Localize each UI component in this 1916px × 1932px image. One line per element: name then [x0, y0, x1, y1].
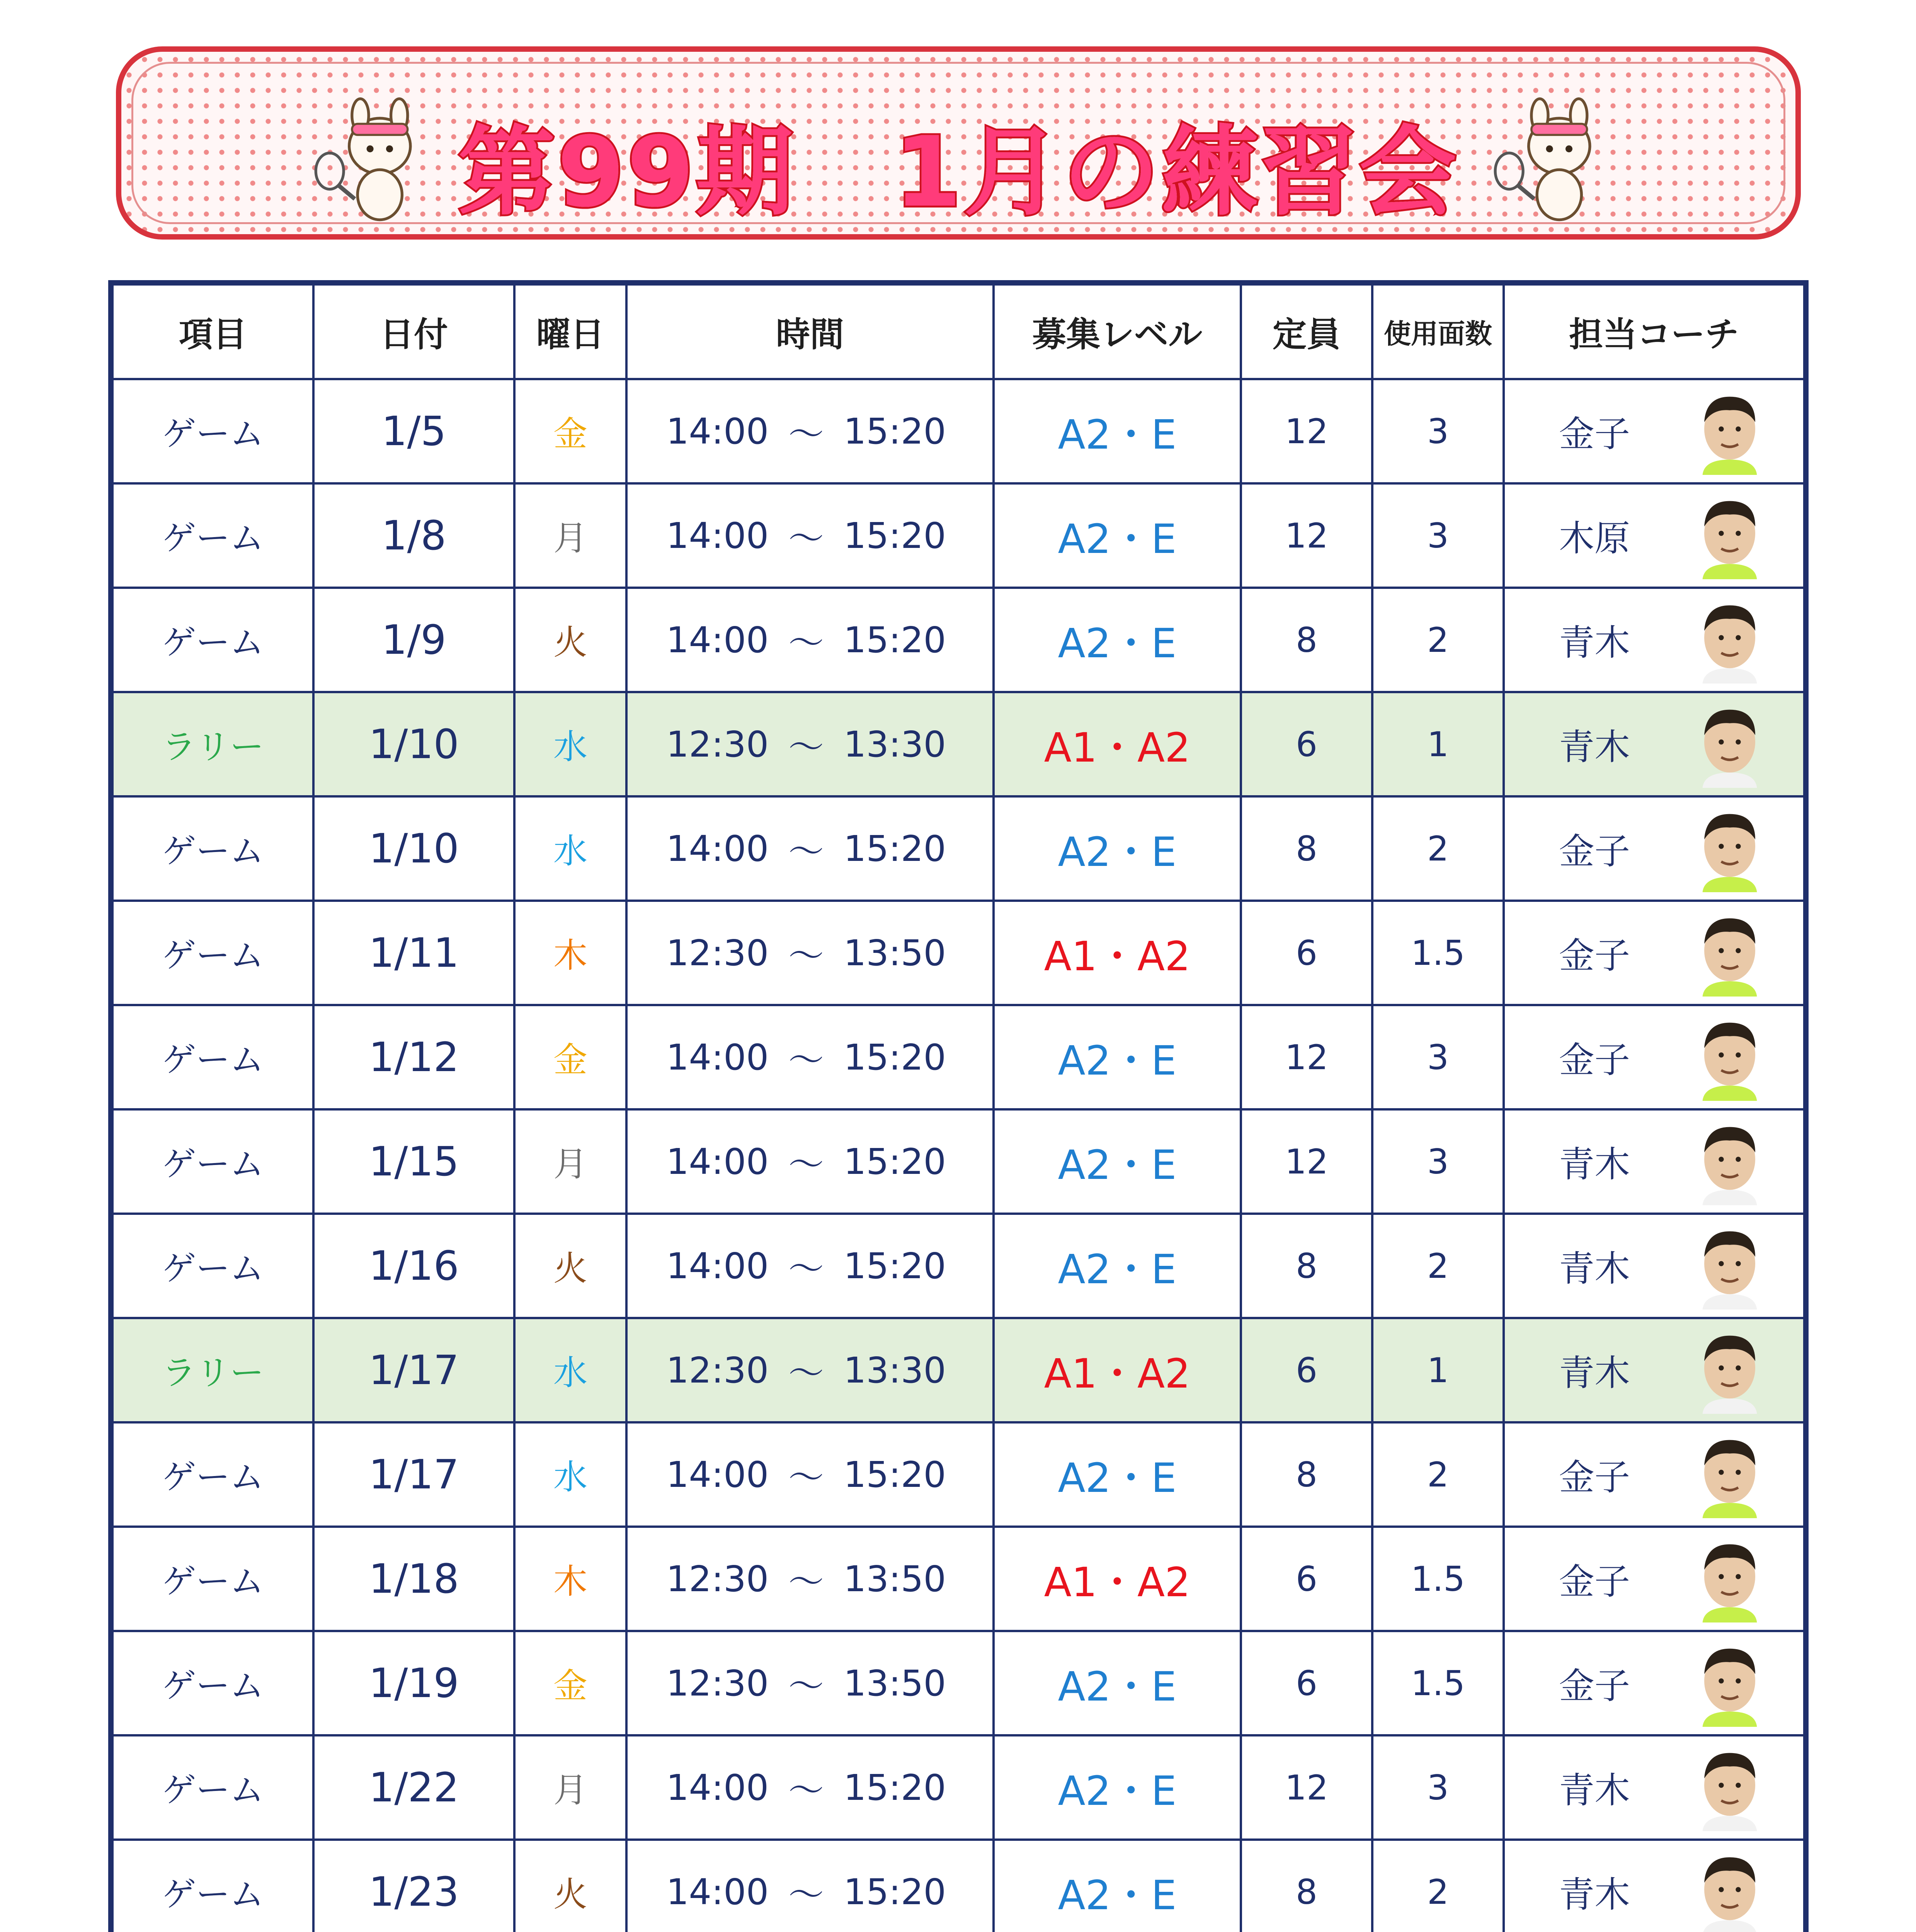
table-row	[114, 1528, 1803, 1632]
table-row	[114, 1006, 1803, 1111]
cell-time	[628, 1006, 995, 1108]
coach-photo-icon	[1687, 805, 1772, 894]
cell-kind: ゲーム	[114, 1736, 315, 1838]
cell-date: 1/18	[315, 1528, 516, 1630]
table-row	[114, 693, 1803, 798]
cell-time	[628, 1319, 995, 1421]
time-end: 13:30	[843, 1349, 946, 1391]
cell-level: A1・A2	[995, 1319, 1242, 1421]
cell-level: A2・E	[995, 1111, 1242, 1213]
cell-coach	[1505, 1215, 1803, 1317]
cell-weekday: 火	[516, 1841, 628, 1932]
time-start: 12:30	[666, 932, 769, 974]
cell-capacity: 8	[1242, 798, 1373, 900]
time-end: 13:50	[843, 932, 946, 974]
time-end: 15:20	[843, 515, 946, 556]
cell-level: A2・E	[995, 1632, 1242, 1734]
table-row	[114, 485, 1803, 589]
cell-time	[628, 1528, 995, 1630]
cell-capacity: 8	[1242, 1841, 1373, 1932]
table-row	[114, 380, 1803, 485]
cell-capacity: 8	[1242, 589, 1373, 691]
cell-kind: ゲーム	[114, 1528, 315, 1630]
coach-name: 金子	[1559, 413, 1630, 455]
cell-level: A1・A2	[995, 902, 1242, 1004]
header-date: 日付	[315, 286, 516, 378]
coach-photo-icon	[1687, 1640, 1772, 1729]
time-tilde: ～	[788, 1561, 824, 1602]
cell-weekday: 水	[516, 798, 628, 900]
cell-date: 1/22	[315, 1736, 516, 1838]
time-end: 15:20	[843, 1245, 946, 1287]
time-tilde: ～	[788, 1457, 824, 1498]
time-start: 14:00	[666, 619, 769, 661]
table-header-row	[114, 286, 1803, 380]
time-end: 15:20	[843, 1036, 946, 1078]
coach-name: 青木	[1559, 622, 1630, 663]
cell-date: 1/10	[315, 693, 516, 795]
coach-name: 金子	[1559, 1039, 1630, 1081]
cell-kind: ゲーム	[114, 1006, 315, 1108]
time-end: 15:20	[843, 1871, 946, 1913]
cell-capacity: 6	[1242, 1528, 1373, 1630]
time-start: 14:00	[666, 1454, 769, 1495]
time-end: 15:20	[843, 1767, 946, 1808]
cell-courts: 2	[1373, 1215, 1505, 1317]
page-title: 第99期 1月の練習会	[458, 116, 1458, 228]
time-start: 12:30	[666, 723, 769, 765]
time-start: 14:00	[666, 1141, 769, 1182]
cell-level: A1・A2	[995, 1528, 1242, 1630]
time-end: 13:50	[843, 1662, 946, 1704]
cell-date: 1/5	[315, 380, 516, 482]
cell-courts: 2	[1373, 798, 1505, 900]
cell-capacity: 6	[1242, 693, 1373, 795]
time-start: 14:00	[666, 1036, 769, 1078]
time-end: 15:20	[843, 1454, 946, 1495]
time-start: 14:00	[666, 1245, 769, 1287]
time-end: 15:20	[843, 410, 946, 452]
cell-kind: ゲーム	[114, 1111, 315, 1213]
cell-courts: 2	[1373, 1423, 1505, 1526]
coach-photo-icon	[1687, 1118, 1772, 1207]
cell-date: 1/11	[315, 902, 516, 1004]
cell-time	[628, 1215, 995, 1317]
cell-level: A2・E	[995, 798, 1242, 900]
cell-kind: ラリー	[114, 693, 315, 795]
time-tilde: ～	[788, 518, 824, 559]
time-end: 15:20	[843, 828, 946, 869]
cell-coach	[1505, 1319, 1803, 1421]
cell-courts: 1.5	[1373, 902, 1505, 1004]
time-tilde: ～	[788, 622, 824, 663]
cell-time	[628, 380, 995, 482]
cell-level: A2・E	[995, 1423, 1242, 1526]
cell-date: 1/17	[315, 1319, 516, 1421]
coach-name: 木原	[1559, 518, 1630, 559]
time-end: 13:30	[843, 723, 946, 765]
table-row	[114, 1841, 1803, 1932]
cell-kind: ゲーム	[114, 798, 315, 900]
coach-name: 青木	[1559, 1770, 1630, 1811]
time-end: 15:20	[843, 619, 946, 661]
header-coach: 担当コーチ	[1569, 314, 1739, 354]
cell-courts: 1.5	[1373, 1632, 1505, 1734]
cell-time	[628, 485, 995, 587]
cell-level: A2・E	[995, 1841, 1242, 1932]
cell-weekday: 火	[516, 589, 628, 691]
header-level: 募集レベル	[995, 286, 1242, 378]
cell-weekday: 水	[516, 1423, 628, 1526]
cell-time	[628, 1423, 995, 1526]
cell-time	[628, 902, 995, 1004]
cell-capacity: 8	[1242, 1423, 1373, 1526]
coach-photo-icon	[1687, 1223, 1772, 1311]
cell-weekday: 金	[516, 380, 628, 482]
time-tilde: ～	[788, 1770, 824, 1811]
cell-level: A1・A2	[995, 693, 1242, 795]
cell-kind: ゲーム	[114, 485, 315, 587]
time-end: 15:20	[843, 1141, 946, 1182]
cell-capacity: 12	[1242, 1111, 1373, 1213]
cell-coach	[1505, 798, 1803, 900]
coach-name: 金子	[1559, 1457, 1630, 1498]
coach-photo-icon	[1687, 1849, 1772, 1932]
cell-date: 1/15	[315, 1111, 516, 1213]
cell-capacity: 6	[1242, 1632, 1373, 1734]
cell-kind: ゲーム	[114, 380, 315, 482]
title-banner	[116, 46, 1801, 240]
table-row	[114, 798, 1803, 902]
coach-name: 金子	[1559, 831, 1630, 872]
cell-weekday: 金	[516, 1006, 628, 1108]
cell-kind: ゲーム	[114, 902, 315, 1004]
time-tilde: ～	[788, 1352, 824, 1394]
coach-name: 金子	[1559, 1665, 1630, 1707]
cell-coach	[1505, 1632, 1803, 1734]
cell-courts: 3	[1373, 380, 1505, 482]
cell-coach	[1505, 1006, 1803, 1108]
cell-level: A2・E	[995, 1215, 1242, 1317]
cell-coach	[1505, 1736, 1803, 1838]
cell-level: A2・E	[995, 1006, 1242, 1108]
cell-weekday: 水	[516, 1319, 628, 1421]
cell-date: 1/9	[315, 589, 516, 691]
coach-name: 青木	[1559, 1352, 1630, 1394]
time-start: 12:30	[666, 1662, 769, 1704]
cell-kind: ラリー	[114, 1319, 315, 1421]
cell-weekday: 水	[516, 693, 628, 795]
coach-name: 金子	[1559, 1561, 1630, 1602]
coach-name: 青木	[1559, 726, 1630, 768]
cell-coach	[1505, 1423, 1803, 1526]
cell-level: A2・E	[995, 589, 1242, 691]
cell-courts: 3	[1373, 1736, 1505, 1838]
cell-time	[628, 1111, 995, 1213]
cell-kind: ゲーム	[114, 1632, 315, 1734]
cell-kind: ゲーム	[114, 1423, 315, 1526]
cell-weekday: 月	[516, 1736, 628, 1838]
table-row	[114, 1632, 1803, 1736]
coach-photo-icon	[1687, 1744, 1772, 1833]
cell-coach	[1505, 380, 1803, 482]
coach-photo-icon	[1687, 492, 1772, 581]
time-tilde: ～	[788, 1874, 824, 1915]
cell-weekday: 金	[516, 1632, 628, 1734]
coach-photo-icon	[1687, 388, 1772, 477]
header-time: 時間	[628, 286, 995, 378]
cell-capacity: 12	[1242, 485, 1373, 587]
cell-level: A2・E	[995, 380, 1242, 482]
cell-time	[628, 1632, 995, 1734]
cell-coach	[1505, 1841, 1803, 1932]
cell-date: 1/8	[315, 485, 516, 587]
cell-capacity: 12	[1242, 380, 1373, 482]
coach-photo-icon	[1687, 1536, 1772, 1624]
header-weekday: 曜日	[516, 286, 628, 378]
cell-courts: 3	[1373, 1111, 1505, 1213]
time-tilde: ～	[788, 1144, 824, 1185]
time-tilde: ～	[788, 413, 824, 455]
cell-time	[628, 1736, 995, 1838]
table-row	[114, 1319, 1803, 1423]
time-start: 14:00	[666, 1871, 769, 1913]
coach-photo-icon	[1687, 1431, 1772, 1520]
cell-courts: 2	[1373, 1841, 1505, 1932]
cell-kind: ゲーム	[114, 1215, 315, 1317]
cell-courts: 2	[1373, 589, 1505, 691]
schedule-table	[108, 280, 1809, 1932]
table-row	[114, 902, 1803, 1006]
time-end: 13:50	[843, 1558, 946, 1600]
coach-name: 青木	[1559, 1248, 1630, 1289]
time-tilde: ～	[788, 935, 824, 976]
time-tilde: ～	[788, 1665, 824, 1707]
coach-name: 青木	[1559, 1874, 1630, 1915]
time-start: 12:30	[666, 1558, 769, 1600]
time-tilde: ～	[788, 1039, 824, 1081]
cell-date: 1/16	[315, 1215, 516, 1317]
cell-coach	[1505, 485, 1803, 587]
cell-date: 1/23	[315, 1841, 516, 1932]
coach-name: 金子	[1559, 935, 1630, 976]
coach-photo-icon	[1687, 1327, 1772, 1416]
cell-weekday: 月	[516, 485, 628, 587]
time-tilde: ～	[788, 1248, 824, 1289]
cell-kind: ゲーム	[114, 589, 315, 691]
cell-courts: 1	[1373, 1319, 1505, 1421]
cell-date: 1/12	[315, 1006, 516, 1108]
cell-coach	[1505, 1111, 1803, 1213]
cell-weekday: 木	[516, 1528, 628, 1630]
time-start: 14:00	[666, 1767, 769, 1808]
table-row	[114, 1736, 1803, 1841]
time-start: 12:30	[666, 1349, 769, 1391]
header-courts: 使用面数	[1373, 286, 1505, 378]
coach-photo-icon	[1687, 597, 1772, 685]
table-row	[114, 1111, 1803, 1215]
cell-time	[628, 1841, 995, 1932]
header-kind: 項目	[114, 286, 315, 378]
cell-kind: ゲーム	[114, 1841, 315, 1932]
cell-level: A2・E	[995, 1736, 1242, 1838]
cell-courts: 1	[1373, 693, 1505, 795]
cell-courts: 3	[1373, 1006, 1505, 1108]
cell-capacity: 6	[1242, 1319, 1373, 1421]
table-row	[114, 589, 1803, 693]
cell-coach	[1505, 589, 1803, 691]
cell-level: A2・E	[995, 485, 1242, 587]
cell-courts: 3	[1373, 485, 1505, 587]
table-row	[114, 1423, 1803, 1528]
cell-date: 1/17	[315, 1423, 516, 1526]
coach-photo-icon	[1687, 701, 1772, 790]
cell-weekday: 火	[516, 1215, 628, 1317]
table-row	[114, 1215, 1803, 1319]
cell-capacity: 8	[1242, 1215, 1373, 1317]
cell-coach	[1505, 902, 1803, 1004]
cell-capacity: 12	[1242, 1736, 1373, 1838]
cell-weekday: 月	[516, 1111, 628, 1213]
cell-capacity: 6	[1242, 902, 1373, 1004]
cell-coach	[1505, 1528, 1803, 1630]
cell-date: 1/19	[315, 1632, 516, 1734]
cell-time	[628, 589, 995, 691]
header-capacity: 定員	[1242, 286, 1373, 378]
time-start: 14:00	[666, 828, 769, 869]
mascot-tennis-icon	[1479, 90, 1618, 230]
coach-name: 青木	[1559, 1144, 1630, 1185]
coach-photo-icon	[1687, 1014, 1772, 1103]
time-tilde: ～	[788, 831, 824, 872]
time-tilde: ～	[788, 726, 824, 768]
time-start: 14:00	[666, 410, 769, 452]
cell-coach	[1505, 693, 1803, 795]
cell-time	[628, 693, 995, 795]
cell-courts: 1.5	[1373, 1528, 1505, 1630]
cell-capacity: 12	[1242, 1006, 1373, 1108]
cell-date: 1/10	[315, 798, 516, 900]
cell-weekday: 木	[516, 902, 628, 1004]
time-start: 14:00	[666, 515, 769, 556]
coach-photo-icon	[1687, 910, 1772, 998]
cell-time	[628, 798, 995, 900]
